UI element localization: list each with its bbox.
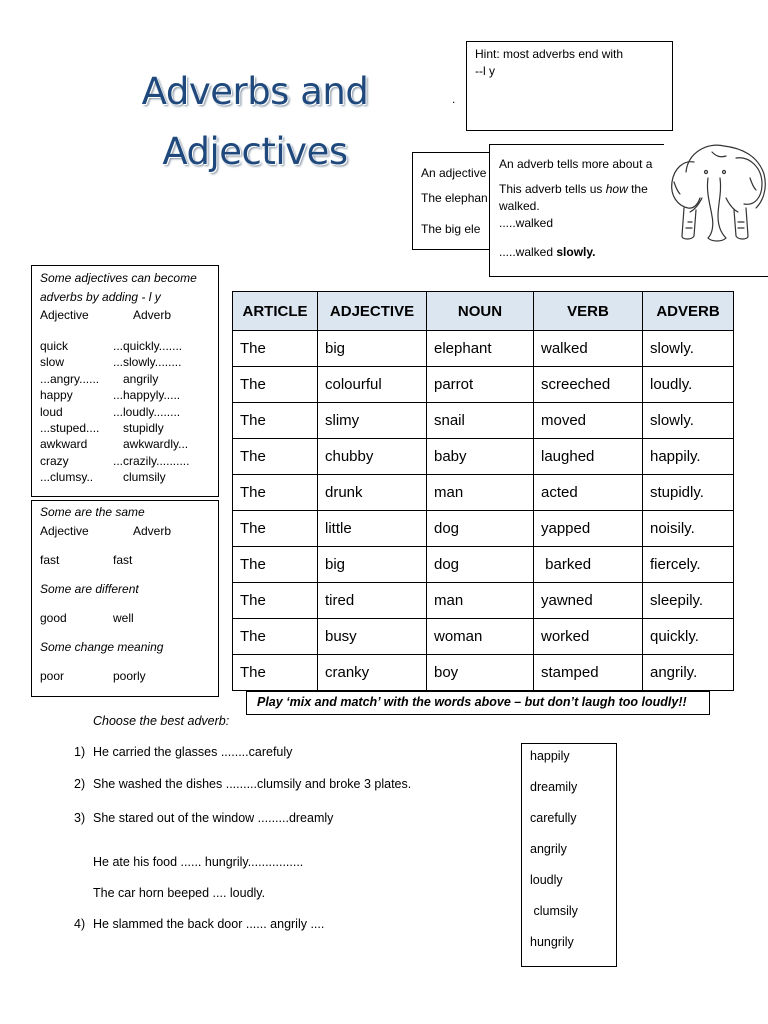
change-meaning-label: Some change meaning	[40, 640, 164, 654]
different-row-adjective: good	[40, 611, 67, 625]
table-row	[233, 619, 734, 655]
question-4-number: 4)	[74, 917, 86, 931]
word-bank-item: dreamily	[530, 780, 578, 794]
question-3	[74, 811, 333, 825]
cell-noun: woman	[427, 619, 534, 655]
cell-verb: yawned	[534, 583, 643, 619]
word-bank-item: happily	[530, 749, 570, 763]
title-line-1: Adverbs and	[141, 70, 369, 113]
cell-article: The	[233, 439, 318, 475]
cell-adverb: angrily.	[643, 655, 734, 691]
cell-article: The	[233, 583, 318, 619]
cell-adjective: busy	[318, 619, 427, 655]
table-row	[233, 583, 734, 619]
cell-noun: parrot	[427, 367, 534, 403]
adj-box-intro-1: Some adjectives can become	[40, 271, 197, 285]
adjective-to-adverb-box	[31, 265, 219, 497]
cell-adjective: little	[318, 511, 427, 547]
page-title	[120, 62, 390, 182]
title-line-2: Adjectives	[162, 130, 348, 173]
cell-adjective: colourful	[318, 367, 427, 403]
adj-row-adjective: ...angry......	[40, 371, 100, 386]
adverb-box-line-5-bold: slowly.	[556, 245, 596, 259]
table-body	[233, 331, 734, 691]
adjective-box-line-2: The elephan	[421, 191, 488, 205]
different-label: Some are different	[40, 582, 139, 596]
adj-row-adjective: slow	[40, 355, 65, 370]
question-3-number: 3)	[74, 811, 86, 825]
cell-noun: dog	[427, 511, 534, 547]
cell-verb: screeched	[534, 367, 643, 403]
table-row	[233, 403, 734, 439]
table-header-row	[233, 292, 734, 331]
adverb-box-line-2-b: the	[627, 182, 648, 196]
adj-row-adjective: awkward	[40, 437, 88, 452]
adj-row-adverb: ...loudly........	[113, 404, 181, 419]
cell-verb: acted	[534, 475, 643, 511]
cell-noun: boy	[427, 655, 534, 691]
question-1-text: He carried the glasses ........carefuly	[93, 745, 293, 759]
table-row	[233, 511, 734, 547]
table-row	[233, 439, 734, 475]
same-row	[40, 552, 210, 569]
question-1	[74, 745, 292, 759]
question-2	[74, 777, 411, 791]
question-4-text: He slammed the back door ...... angrily ....	[93, 917, 325, 931]
adj-row-adverb: stupidly	[123, 421, 164, 436]
adverb-box-line-2-em: how	[605, 182, 628, 196]
header-noun: NOUN	[427, 292, 534, 331]
adj-row	[40, 420, 210, 436]
hint-line-2: --l y	[475, 64, 495, 78]
adverb-box-line-3: walked.	[499, 199, 540, 213]
word-table	[232, 291, 734, 691]
adverb-box-line-1: An adverb tells more about a	[499, 157, 653, 171]
different-row-adverb: well	[113, 611, 134, 625]
cell-adjective: drunk	[318, 475, 427, 511]
word-bank	[521, 743, 617, 967]
cell-adverb: noisily.	[643, 511, 734, 547]
play-note	[246, 691, 710, 715]
question-3-text: She stared out of the window .........dreamly	[93, 811, 334, 825]
cell-article: The	[233, 511, 318, 547]
question-4	[74, 917, 324, 931]
adverb-box-line-4: .....walked	[499, 216, 554, 230]
stray-dot: .	[452, 92, 456, 106]
table-row	[233, 475, 734, 511]
question-1-number: 1)	[74, 745, 86, 759]
cell-noun: elephant	[427, 331, 534, 367]
header-adjective: ADJECTIVE	[318, 292, 427, 331]
hint-box	[466, 41, 673, 131]
adverb-box-line-5	[499, 244, 761, 261]
question-2-text: She washed the dishes .........clumsily and broke 3 plates.	[93, 777, 412, 791]
cell-verb: worked	[534, 619, 643, 655]
cell-noun: man	[427, 583, 534, 619]
cell-article: The	[233, 367, 318, 403]
cell-noun: man	[427, 475, 534, 511]
table-row	[233, 655, 734, 691]
adj-row-adjective: crazy	[40, 453, 69, 468]
same-row-adverb: fast	[113, 553, 133, 567]
adj-row	[40, 453, 210, 469]
same-different-box	[31, 500, 219, 697]
cell-adjective: tired	[318, 583, 427, 619]
cell-verb: yapped	[534, 511, 643, 547]
adj-row-adverb: ...crazily..........	[113, 453, 190, 468]
adjective-box-line-1: An adjective	[421, 166, 487, 180]
adj-box-rows	[40, 338, 210, 486]
adj-row-adverb: ...quickly.......	[113, 339, 183, 353]
adj-row-adverb: clumsily	[123, 470, 166, 485]
word-bank-item: clumsily	[530, 904, 578, 918]
same-label: Some are the same	[40, 505, 145, 519]
play-note-text: Play ‘mix and match’ with the words above – but don’t laugh too loudly!!	[257, 695, 687, 709]
cell-adverb: quickly.	[643, 619, 734, 655]
change-row-adverb: poorly	[113, 669, 146, 683]
table-row	[233, 547, 734, 583]
adj-row-adverb: ...happyly.....	[113, 388, 181, 403]
cell-verb: laughed	[534, 439, 643, 475]
word-bank-item: hungrily	[530, 935, 574, 949]
cell-article: The	[233, 655, 318, 691]
different-row	[40, 610, 210, 627]
cell-article: The	[233, 619, 318, 655]
adjective-box-line-3: The big ele	[421, 222, 481, 236]
cell-adjective: chubby	[318, 439, 427, 475]
adj-row	[40, 469, 210, 485]
adj-row-adverb: angrily	[123, 371, 159, 386]
adj-row-adjective: ...clumsy..	[40, 470, 94, 485]
adj-box-head-adverb: Adverb	[133, 308, 172, 322]
same-box-head-adverb: Adverb	[133, 524, 172, 538]
adj-row	[40, 436, 210, 452]
adj-row-adjective: loud	[40, 404, 63, 419]
cell-adverb: loudly.	[643, 367, 734, 403]
elephant-icon	[664, 138, 768, 244]
cell-verb: stamped	[534, 655, 643, 691]
table-row	[233, 367, 734, 403]
adj-row-adverb: ...slowly........	[113, 355, 182, 370]
cell-adverb: happily.	[643, 439, 734, 475]
cell-adverb: slowly.	[643, 331, 734, 367]
cell-adjective: slimy	[318, 403, 427, 439]
adj-row	[40, 371, 210, 387]
change-row-adjective: poor	[40, 669, 65, 683]
cell-article: The	[233, 331, 318, 367]
adverb-box-line-2-a: This adverb tells us	[499, 182, 606, 196]
table-row	[233, 331, 734, 367]
cell-adverb: fiercely.	[643, 547, 734, 583]
cell-article: The	[233, 403, 318, 439]
cell-adjective: big	[318, 331, 427, 367]
question-2-number: 2)	[74, 777, 86, 791]
cell-verb: moved	[534, 403, 643, 439]
adj-row-adverb: awkwardly...	[123, 437, 189, 452]
adj-row	[40, 354, 210, 370]
header-verb: VERB	[534, 292, 643, 331]
cell-adjective: cranky	[318, 655, 427, 691]
word-bank-list	[530, 749, 616, 949]
word-bank-item: carefully	[530, 811, 577, 825]
choose-instruction: Choose the best adverb:	[93, 714, 230, 728]
same-box-head-adjective: Adjective	[40, 524, 89, 538]
same-row-adjective: fast	[40, 553, 60, 567]
hint-line-1: Hint: most adverbs end with	[475, 47, 624, 61]
cell-adjective: big	[318, 547, 427, 583]
change-row	[40, 668, 210, 685]
question-3a: He ate his food ...... hungrily................	[93, 855, 304, 869]
cell-adverb: stupidly.	[643, 475, 734, 511]
cell-article: The	[233, 547, 318, 583]
cell-article: The	[233, 475, 318, 511]
same-box-headers	[40, 523, 210, 540]
adj-row-adjective: ...stuped....	[40, 421, 100, 436]
cell-adverb: slowly.	[643, 403, 734, 439]
adj-row-adjective: quick	[40, 339, 69, 353]
adj-box-intro-2: adverbs by adding - l y	[40, 290, 161, 304]
header-article: ARTICLE	[233, 292, 318, 331]
cell-verb: walked	[534, 331, 643, 367]
cell-noun: snail	[427, 403, 534, 439]
word-bank-item: angrily	[530, 842, 567, 856]
header-adverb: ADVERB	[643, 292, 734, 331]
cell-verb: barked	[534, 547, 643, 583]
cell-noun: baby	[427, 439, 534, 475]
adj-box-headers	[40, 307, 210, 324]
adj-row	[40, 404, 210, 420]
question-3b: The car horn beeped .... loudly.	[93, 886, 266, 900]
adj-row-adjective: happy	[40, 388, 73, 403]
word-bank-item: loudly	[530, 873, 563, 887]
adj-row	[40, 338, 210, 354]
adverb-box-line-5-a: .....walked	[499, 245, 557, 259]
cell-adverb: sleepily.	[643, 583, 734, 619]
adj-row	[40, 387, 210, 403]
cell-noun: dog	[427, 547, 534, 583]
adj-box-head-adjective: Adjective	[40, 308, 89, 322]
